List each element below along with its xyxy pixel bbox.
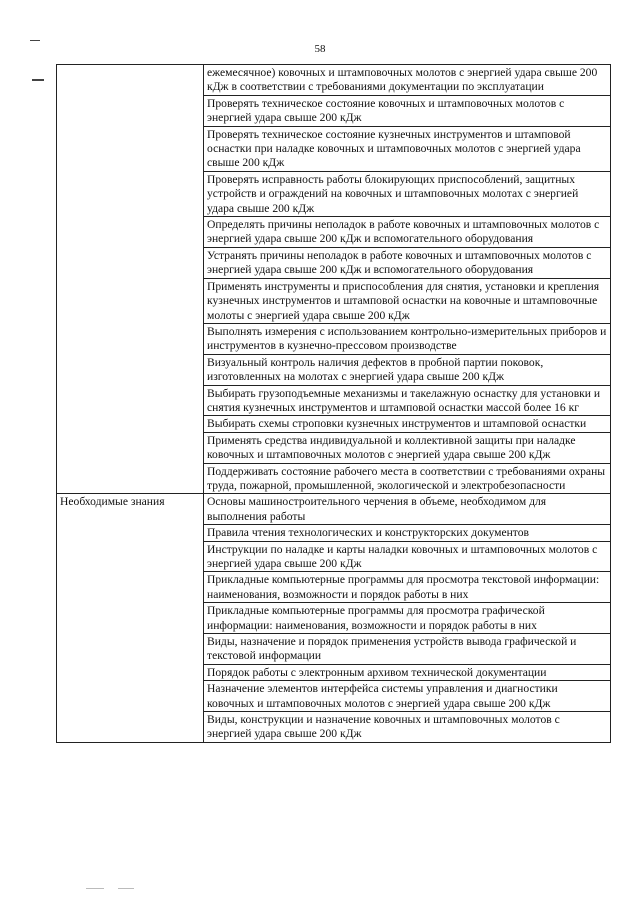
requirement-item: Правила чтения технологических и конструкторских документов [204,525,611,541]
requirement-item: ежемесячное) ковочных и штамповочных молотов с энергией удара свыше 200 кДж в соответствии с требованиями документации по эксплуатации [204,65,611,96]
requirement-item: Назначение элементов интерфейса системы управления и диагностики ковочных и штамповочных молотов с энергией удара свыше 200 кДж [204,681,611,712]
table-row [57,494,611,525]
table-body [57,65,611,743]
requirement-item: Проверять техническое состояние кузнечных инструментов и штамповой оснастки при наладке ковочных и штамповочных молотов с энергией удара свыше 200 кДж [204,126,611,171]
scan-artifact [86,888,104,889]
requirement-item: Виды, конструкции и назначение ковочных и штамповочных молотов с энергией удара свыше 200 кДж [204,712,611,743]
requirements-table [56,64,611,743]
requirement-item: Выбирать схемы строповки кузнечных инструментов и штамповой оснастки [204,416,611,432]
requirement-item: Применять средства индивидуальной и коллективной защиты при наладке ковочных и штамповочных молотов с энергией удара свыше 200 кДж [204,432,611,463]
requirement-item: Определять причины неполадок в работе ковочных и штамповочных молотов с энергией удара свыше 200 кДж и вспомогательного оборудования [204,217,611,248]
requirement-item: Инструкции по наладке и карты наладки ковочных и штамповочных молотов с энергией удара свыше 200 кДж [204,541,611,572]
scan-artifact [118,888,134,889]
requirement-item: Устранять причины неполадок в работе ковочных и штамповочных молотов с энергией удара свыше 200 кДж и вспомогательного оборудования [204,247,611,278]
requirement-item: Прикладные компьютерные программы для просмотра графической информации: наименования, возможности и порядок работы в них [204,603,611,634]
requirement-item: Прикладные компьютерные программы для просмотра текстовой информации: наименования, возможности и порядок работы в них [204,572,611,603]
requirement-item: Выбирать грузоподъемные механизмы и такелажную оснастку для установки и снятия кузнечных инструментов и штамповой оснастки массой более 16 кг [204,385,611,416]
scan-mark [30,40,40,41]
requirement-item: Выполнять измерения с использованием контрольно-измерительных приборов и инструментов в кузнечно-прессовом производстве [204,323,611,354]
page-number: 58 [314,43,326,55]
requirement-item: Порядок работы с электронным архивом технической документации [204,664,611,680]
requirement-item: Визуальный контроль наличия дефектов в пробной партии поковок, изготовленных на молотах с энергией удара свыше 200 кДж [204,354,611,385]
requirement-item: Основы машиностроительного черчения в объеме, необходимом для выполнения работы [204,494,611,525]
requirement-item: Проверять техническое состояние ковочных и штамповочных молотов с энергией удара свыше 200 кДж [204,95,611,126]
requirement-item: Виды, назначение и порядок применения устройств вывода графической и текстовой информации [204,634,611,665]
requirement-item: Применять инструменты и приспособления для снятия, установки и крепления кузнечных инструментов и штамповой оснастки на ковочные и штамповочные молоты с энергией удара свыше 200 кДж [204,278,611,323]
table-row [57,65,611,96]
section-label: Необходимые знания [57,494,204,743]
requirement-item: Поддерживать состояние рабочего места в соответствии с требованиями охраны труда, пожарной, промышленной, экологической и электробезопасности [204,463,611,494]
section-label [57,65,204,494]
requirement-item: Проверять исправность работы блокирующих приспособлений, защитных устройств и ограждений на ковочных и штамповочных молотах с энергией удара свыше 200 кДж [204,171,611,216]
scan-mark [32,79,44,81]
